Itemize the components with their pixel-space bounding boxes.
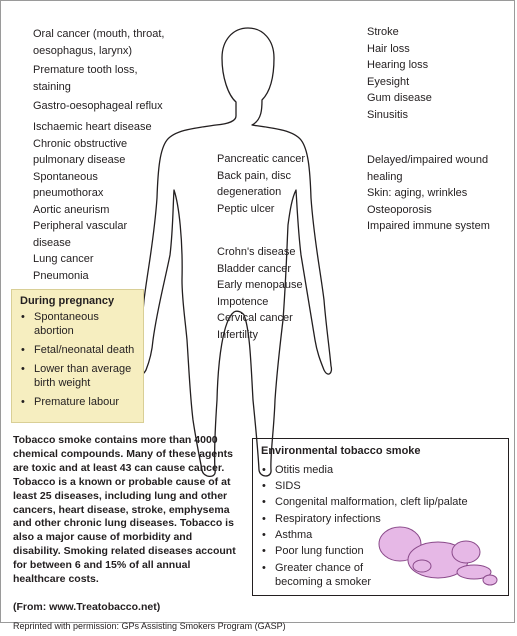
condition-line: Aortic aneurism xyxy=(33,203,110,216)
condition-line: Ischaemic heart disease xyxy=(33,121,152,133)
condition-line: pulmonary disease xyxy=(33,154,126,166)
condition-line: healing xyxy=(367,170,403,183)
pregnancy-item xyxy=(20,395,139,409)
pregnancy-item-text: Lower than average birth weight xyxy=(34,363,132,389)
condition-line: Stroke xyxy=(367,26,399,38)
bullet-icon: • xyxy=(21,396,25,408)
chest-conditions-left xyxy=(33,119,152,284)
condition-line: Delayed/impaired wound xyxy=(367,154,489,166)
condition-line: Pneumonia xyxy=(33,269,89,282)
environmental-item-text: Respiratory infections xyxy=(275,512,381,525)
condition-line: Lung cancer xyxy=(33,253,94,265)
environmental-item xyxy=(261,478,502,494)
reprint-credit: Reprinted with permission: GPs Assisting Smokers Program (GASP) xyxy=(13,621,286,631)
infant-figure xyxy=(379,527,497,585)
condition-line: Sinusitis xyxy=(367,108,408,121)
pregnancy-item-text: Spontaneous abortion xyxy=(34,311,99,337)
head-conditions-right xyxy=(367,24,432,123)
condition-line: Cervical cancer xyxy=(217,312,293,324)
pregnancy-item-text: Premature labour xyxy=(34,396,119,408)
condition-line: Back pain, disc xyxy=(217,169,291,182)
environmental-item-text: Greater chance of becoming a smoker xyxy=(275,562,371,589)
environmental-item xyxy=(261,462,502,478)
condition-line: Hearing loss xyxy=(367,59,429,71)
condition-line: Spontaneous xyxy=(33,170,98,183)
condition-line: Premature tooth loss, xyxy=(33,64,138,76)
environmental-item-text: Poor lung function xyxy=(275,545,364,558)
environmental-item-text: Congenital malformation, cleft lip/palate xyxy=(275,496,468,509)
condition-line: Peripheral vascular xyxy=(33,220,128,232)
infant-thigh xyxy=(452,541,480,563)
bullet-icon: • xyxy=(262,562,266,575)
condition-line: Infertility xyxy=(217,328,258,341)
condition-line: Pancreatic cancer xyxy=(217,153,306,165)
tobacco-smoke-paragraph: Tobacco smoke contains more than 4000 chemical compounds. Many of these agents are toxic and at least 43 can cause cancer. Tobacco is a known or probable cause of at least 25 diseases, including lung and other cancers, heart disease, stroke, emphysema and other chronic lung diseases. Tobacco is also a major cause of morbidity and disability. Smoking related diseases account for between 6 and 15% of all annual healthcare costs. xyxy=(13,434,236,586)
bullet-icon: • xyxy=(262,512,266,525)
condition-line: Skin: aging, wrinkles xyxy=(367,187,468,199)
condition-line: Peptic ulcer xyxy=(217,202,275,215)
environmental-item xyxy=(261,561,375,589)
condition-line: degeneration xyxy=(217,186,282,198)
condition-line: Bladder cancer xyxy=(217,262,291,275)
pregnancy-item-text: Fetal/neonatal death xyxy=(34,344,135,356)
bullet-icon: • xyxy=(262,496,266,509)
condition-line: Osteoporosis xyxy=(367,203,432,216)
pelvis-conditions xyxy=(217,244,303,343)
condition-line: Gastro-oesophageal reflux xyxy=(33,100,163,112)
head-neck-conditions-left xyxy=(33,26,164,115)
environmental-title: Environmental tobacco smoke xyxy=(261,445,421,457)
condition-line: disease xyxy=(33,236,71,249)
pregnancy-item xyxy=(20,343,139,357)
environmental-item-text: Otitis media xyxy=(275,464,334,476)
bullet-icon: • xyxy=(21,363,25,375)
bullet-icon: • xyxy=(262,528,266,541)
infant-arm xyxy=(413,560,431,572)
condition-line: Crohn's disease xyxy=(217,246,296,258)
bullet-icon: • xyxy=(262,545,266,558)
body-conditions-right xyxy=(367,152,490,235)
bullet-icon: • xyxy=(262,480,266,493)
pregnancy-item xyxy=(20,362,139,390)
infant-foot xyxy=(483,575,497,585)
condition-line: oesophagus, larynx) xyxy=(33,44,133,57)
condition-line: pneumothorax xyxy=(33,187,104,199)
pregnancy-box xyxy=(11,289,144,423)
condition-line: Impotence xyxy=(217,295,269,308)
pregnancy-list xyxy=(20,310,139,409)
pregnancy-item xyxy=(20,310,139,338)
infant-illustration xyxy=(372,520,502,592)
pregnancy-title: During pregnancy xyxy=(20,295,115,307)
condition-line: Chronic obstructive xyxy=(33,137,128,150)
condition-line: Hair loss xyxy=(367,42,410,55)
environmental-item-text: SIDS xyxy=(275,480,301,493)
torso-conditions xyxy=(217,151,305,217)
bullet-icon: • xyxy=(21,344,25,356)
condition-line: Eyesight xyxy=(367,75,410,88)
environmental-item xyxy=(261,494,502,510)
bullet-icon: • xyxy=(262,464,266,476)
condition-line: Impaired immune system xyxy=(367,220,490,232)
condition-line: Oral cancer (mouth, throat, xyxy=(33,28,165,40)
source-citation: (From: www.Treatobacco.net) xyxy=(13,601,161,613)
condition-line: Early menopause xyxy=(217,279,303,291)
bullet-icon: • xyxy=(21,311,25,323)
condition-line: staining xyxy=(33,80,71,93)
environmental-item-text: Asthma xyxy=(275,528,313,541)
condition-line: Gum disease xyxy=(367,92,432,104)
